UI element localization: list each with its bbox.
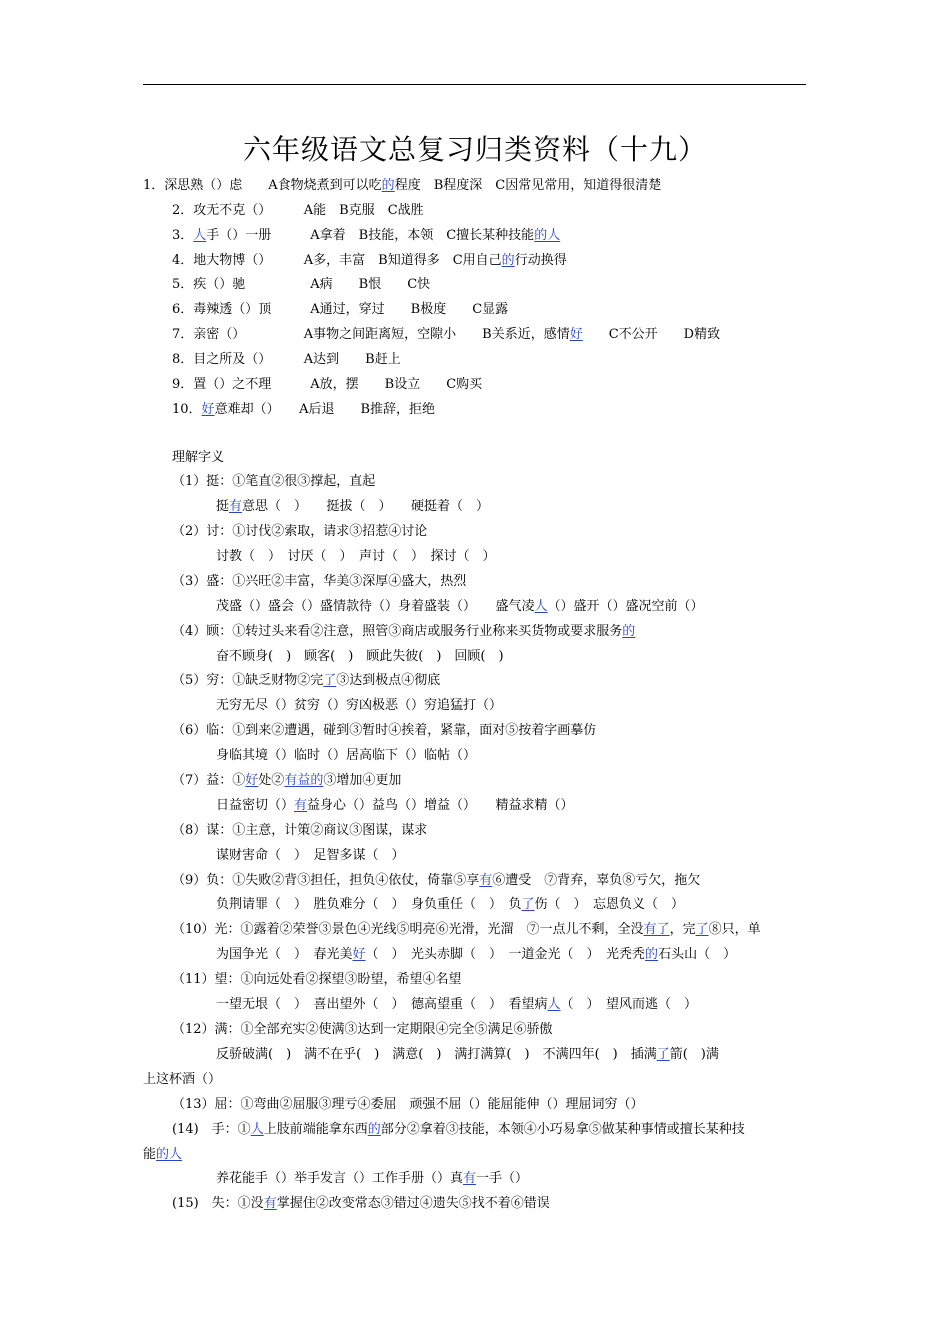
text-line (216, 797, 574, 815)
hyperlink[interactable]: 好 (569, 327, 583, 342)
hyperlink[interactable]: 有了 (643, 922, 670, 937)
text-segment: （8）谋：①主意，计策②商议③图谋，谋求 (172, 823, 428, 838)
text-line (172, 227, 560, 245)
text-line (172, 351, 401, 369)
text-line (172, 326, 720, 344)
text-segment: （2）讨：①讨伐②索取，请求③招惹④讨论 (172, 524, 428, 539)
text-line (172, 772, 401, 790)
hyperlink[interactable]: 有 (263, 1196, 277, 1211)
text-segment: 掌握住②改变常态③错过④遗失⑤找不着⑥错误 (276, 1196, 550, 1211)
text-line (216, 996, 697, 1014)
text-line (143, 1071, 221, 1089)
text-line (172, 722, 596, 740)
text-segment: 上肢前端能拿东西 (263, 1122, 368, 1137)
text-line (172, 672, 440, 690)
hyperlink[interactable]: 的 (645, 947, 659, 962)
text-line (172, 1021, 553, 1039)
text-segment: 益身心（）益鸟（）增益（） 精益求精（） (307, 798, 574, 813)
text-line (216, 598, 704, 616)
text-segment: 手（）一册 A拿着 B技能，本领 C擅长某种技能 (206, 228, 535, 243)
text-segment: 挺 (216, 499, 230, 514)
hyperlink[interactable]: 的人 (534, 228, 561, 243)
text-line (172, 921, 761, 939)
text-segment: 谋财害命（ ） 足智多谋（ ） (216, 848, 405, 863)
text-segment: （12）满：①全部充实②使满③达到一定期限④完全⑤满足⑥骄傲 (172, 1022, 553, 1037)
hyperlink[interactable]: 了 (695, 922, 709, 937)
text-segment: （6）临：①到来②遭遇，碰到③暂时④挨着，紧靠，面对⑤按着字画摹仿 (172, 723, 597, 738)
text-line (216, 548, 496, 566)
text-line (172, 202, 424, 220)
text-segment: 处② (258, 773, 285, 788)
hyperlink[interactable]: 有 (229, 499, 243, 514)
text-line (172, 822, 427, 840)
text-segment: 6．毒辣透（）顶 A通过，穿过 B极度 C显露 (172, 302, 509, 317)
text-line (172, 473, 375, 491)
text-line (216, 1046, 719, 1064)
text-line (143, 177, 661, 195)
text-segment: （5）穷：①缺乏财物②完 (172, 673, 324, 688)
hyperlink[interactable]: 人 (250, 1122, 264, 1137)
text-line (216, 847, 405, 865)
hyperlink[interactable]: 人 (193, 228, 207, 243)
text-segment: 4．地大物博（） A多，丰富 B知道得多 C用自己 (172, 253, 502, 268)
text-line (172, 1195, 550, 1213)
text-line (216, 697, 502, 715)
hyperlink[interactable]: 有 (294, 798, 308, 813)
text-segment: 意思（ ） 挺拔（ ） 硬挺着（ ） (242, 499, 490, 514)
text-line (172, 623, 635, 641)
text-segment: ⑧只，单 (708, 922, 761, 937)
text-segment: 一望无垠（ ） 喜出望外（ ） 德高望重（ ） 看望病 (216, 997, 548, 1012)
text-segment: 能 (143, 1147, 157, 1162)
text-segment: 程度 B程度深 C因常见常用，知道得很清楚 (394, 178, 662, 193)
text-line (172, 523, 427, 541)
hyperlink[interactable]: 的 (501, 253, 515, 268)
hyperlink[interactable]: 的人 (156, 1147, 183, 1162)
text-segment: （10）光：①露着②荣誉③景色④光线⑤明亮⑥光滑，光溜 ⑦一点儿不剩，全没 (172, 922, 644, 937)
text-segment: 8．目之所及（） A达到 B赶上 (172, 352, 401, 367)
text-line (216, 1170, 528, 1188)
text-line (172, 872, 700, 890)
text-line (216, 498, 489, 516)
hyperlink[interactable]: 了 (656, 1047, 670, 1062)
text-line (216, 747, 476, 765)
text-segment: 行动换得 (514, 253, 567, 268)
text-line (216, 946, 736, 964)
text-line (172, 276, 430, 294)
text-segment: 部分②拿着③技能，本领④小巧易拿⑤做某种事情或擅长某种技 (380, 1122, 745, 1137)
text-segment: （11）望：①向远处看②探望③盼望，希望④名望 (172, 972, 462, 987)
hyperlink[interactable]: 了 (323, 673, 337, 688)
hyperlink[interactable]: 好 (245, 773, 259, 788)
text-segment: 讨教（ ） 讨厌（ ） 声讨（ ） 探讨（ ） (216, 549, 496, 564)
text-segment: 箭( )满 (669, 1047, 719, 1062)
text-segment: （7）益：① (172, 773, 246, 788)
text-segment: 石头山（ ） (658, 947, 737, 962)
hyperlink[interactable]: 有 (479, 873, 493, 888)
hyperlink[interactable]: 的 (367, 1122, 381, 1137)
text-segment: 为国争光（ ） 春光美 (216, 947, 353, 962)
text-segment: 2．攻无不克（） A能 B克服 C战胜 (172, 203, 424, 218)
text-segment: 1．深思熟（）虑 A食物烧煮到可以吃 (143, 178, 382, 193)
text-segment: 养花能手（）举手发言（）工作手册（）真 (216, 1171, 464, 1186)
text-segment: 3． (172, 228, 194, 243)
text-segment: 茂盛（）盛会（）盛情款待（）身着盛装（） 盛气凌 (216, 599, 535, 614)
text-segment: （13）屈：①弯曲②屈服③理亏④委屈 顽强不屈（）能屈能伸（）理屈词穷（） (172, 1097, 644, 1112)
text-segment: 日益密切（） (216, 798, 295, 813)
text-segment: ，完 (669, 922, 696, 937)
text-line (172, 301, 508, 319)
hyperlink[interactable]: 好 (201, 402, 215, 417)
text-segment: (14) 手：① (172, 1122, 251, 1137)
hyperlink[interactable]: 人 (547, 997, 561, 1012)
hyperlink[interactable]: 人 (534, 599, 548, 614)
text-segment: （ ） 光头赤脚（ ） 一道金光（ ） 光秃秃 (365, 947, 646, 962)
text-segment: 5．疾（）驰 A病 B恨 C快 (172, 277, 431, 292)
text-segment: 10． (172, 402, 202, 417)
page-title: 六年级语文总复习归类资料（十九） (242, 133, 707, 166)
text-segment: （ ） 望风而逃（ ） (560, 997, 698, 1012)
text-segment: 上这杯酒（） (143, 1072, 222, 1087)
text-line (216, 648, 504, 666)
text-line (172, 252, 567, 270)
text-segment: 7．亲密（） A事物之间距离短，空隙小 B关系近，感情 (172, 327, 570, 342)
text-segment: （1）挺：①笔直②很③撑起，直起 (172, 474, 376, 489)
text-line (172, 401, 435, 419)
text-segment: （4）顾：①转过头来看②注意，照管③商店或服务行业称来买货物或要求服务 (172, 624, 623, 639)
hyperlink[interactable]: 的 (381, 178, 395, 193)
text-line (172, 1121, 745, 1139)
text-segment: C不公开 D精致 (582, 327, 721, 342)
text-segment: （9）负：①失败②背③担任，担负④依仗，倚靠⑤享 (172, 873, 480, 888)
text-segment: (15) 失：①没 (172, 1196, 264, 1211)
text-segment: （3）盛：①兴旺②丰富，华美③深厚④盛大，热烈 (172, 574, 467, 589)
text-segment: 奋不顾身( ) 顾客( ) 顾此失彼( ) 回顾( ) (216, 649, 504, 664)
text-segment: ⑥遭受 ⑦背弃，辜负⑧亏欠，拖欠 (492, 873, 701, 888)
text-segment: （）盛开（）盛况空前（） (547, 599, 704, 614)
text-segment: 伤（ ） 忘恩负义（ ） (534, 897, 685, 912)
text-line (172, 376, 482, 394)
text-segment: 负荆请罪（ ） 胜负难分（ ） 身负重任（ ） 负 (216, 897, 522, 912)
text-segment: 9．置（）之不理 A放，摆 B设立 C购买 (172, 377, 483, 392)
text-line (172, 573, 466, 591)
text-segment: 一手（） (476, 1171, 529, 1186)
text-segment: ③增加④更加 (323, 773, 402, 788)
hyperlink[interactable]: 有 (463, 1171, 477, 1186)
text-segment: ③达到极点④彻底 (336, 673, 441, 688)
text-line (172, 1096, 644, 1114)
text-segment: 反骄破满( ) 满不在乎( ) 满意( ) 满打满算( ) 不满四年( ) 插满 (216, 1047, 657, 1062)
section-heading (172, 449, 224, 467)
text-segment: 身临其境（）临时（）居高临下（）临帖（） (216, 748, 477, 763)
hyperlink[interactable]: 好 (352, 947, 366, 962)
header-rule (143, 84, 806, 85)
text-segment: 无穷无尽（）贫穷（）穷凶极恶（）穷追猛打（） (216, 698, 503, 713)
hyperlink[interactable]: 的 (622, 624, 636, 639)
hyperlink[interactable]: 了 (521, 897, 535, 912)
text-line (216, 896, 684, 914)
hyperlink[interactable]: 有益的 (284, 773, 324, 788)
text-line (143, 1146, 182, 1164)
text-segment: 意难却（） A后退 B推辞，拒绝 (214, 402, 436, 417)
text-line (172, 971, 462, 989)
text-segment: 理解字义 (172, 450, 225, 465)
